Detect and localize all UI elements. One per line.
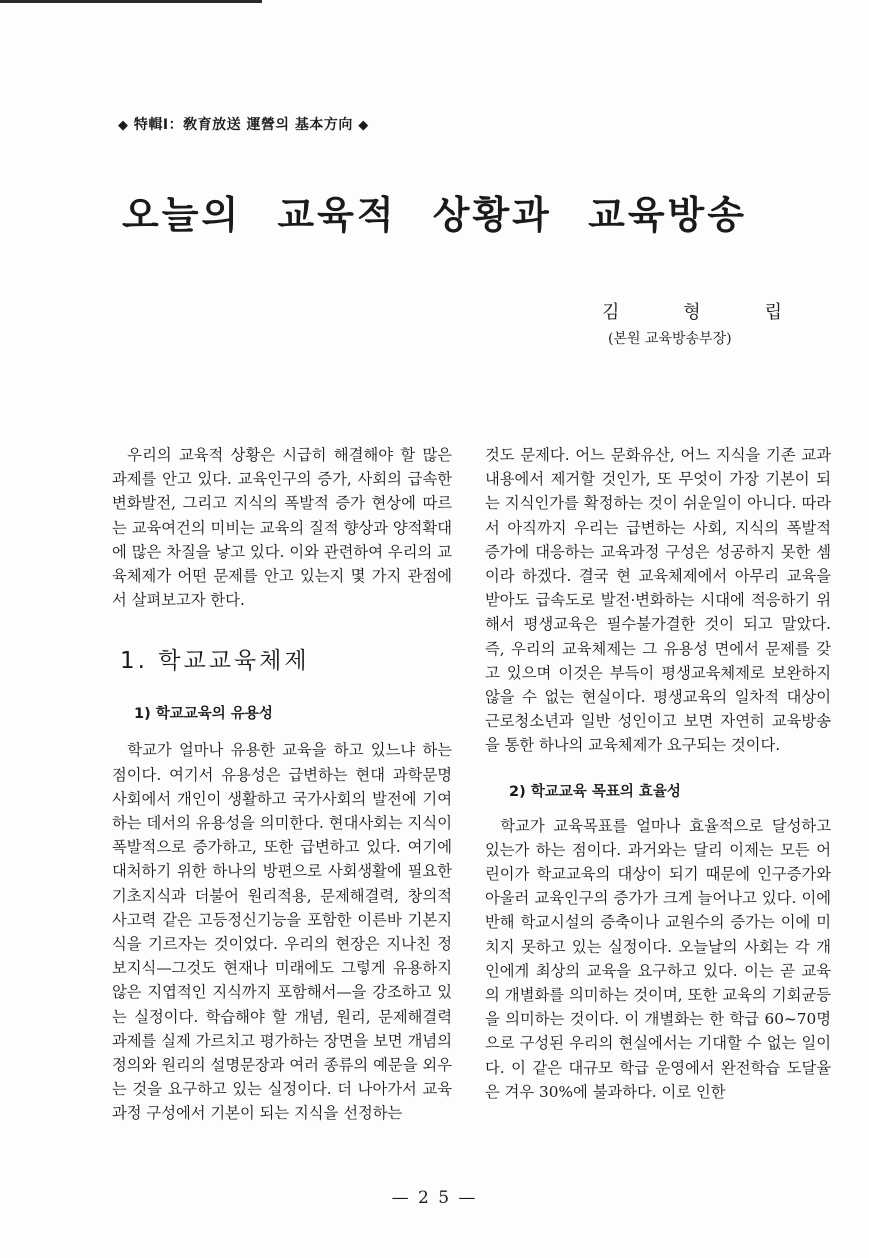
series-header bbox=[118, 114, 758, 134]
diamond-right-icon: ◆ bbox=[358, 118, 369, 133]
section-heading: 1. 학교교육체제 bbox=[120, 648, 310, 675]
author-char: 김 bbox=[602, 302, 620, 323]
author-char: 형 bbox=[683, 302, 701, 323]
subsection-heading: 1) 학교교육의 유용성 bbox=[134, 706, 273, 723]
intro-paragraph: 우리의 교육적 상황은 시급히 해결해야 할 많은 과제를 안고 있다. 교육인구의 증가, 사회의 급속한 변화발전, 그리고 지식의 폭발적 증가 현상에 따르는 교육여건의 미비는 교육의 질적 향상과 양적확대에 많은 차질을 낳고 있다. 이와 관련하여 우리의 교육체제가 어떤 문제를 안고 있는지 몇 가지 관점에서 살펴보고자 한다. bbox=[112, 446, 452, 610]
left-column bbox=[112, 443, 452, 1126]
right-column bbox=[485, 443, 831, 1104]
diamond-left-icon: ◆ bbox=[118, 118, 129, 133]
top-rule bbox=[0, 0, 262, 3]
subsection-heading: 2) 학교교육 목표의 효율성 bbox=[509, 783, 681, 800]
page-number: — 2 5 — bbox=[391, 1188, 478, 1208]
author-char: 립 bbox=[764, 302, 782, 323]
author-affiliation: (본원 교육방송부장) bbox=[608, 331, 732, 347]
body-paragraph: 학교가 얼마나 유용한 교육을 하고 있느냐 하는 점이다. 여기서 유용성은 급변하는 현대 과학문명 사회에서 개인이 생활하고 국가사회의 발전에 기여하는 데서의 유용성을 의미한다. 현대사회는 지식이 폭발적으로 증가하고, 또한 급변하고 있다. 여기에 대처하기 위한 하나의 방편으로 사회생활에 필요한 기초지식과 더불어 원리적용, 문제해결력, 창의적 사고력 같은 고등정신기능을 포함한 이른바 기본지식을 기르자는 것이었다. 우리의 현장은 지나친 정보지식—그것도 현재나 미래에도 그렇게 유용하지 않은 지엽적인 지식까지 포함해서—을 강조하고 있는 실정이다. 학습해야 할 개념, 원리, 문제해결력 과제를 실제 가르치고 평가하는 장면을 보면 개념의 정의와 원리의 설명문장과 여러 종류의 예문을 외우는 것을 요구하고 있는 실정이다. 더 나아가서 교육과정 구성에서 기본이 되는 지식을 선정하는 bbox=[112, 741, 452, 1123]
article-title: 오늘의 교육적 상황과 교육방송 bbox=[122, 193, 747, 237]
series-label: 特輯Ⅰ：敎育放送 運營의 基本方向 bbox=[133, 117, 353, 133]
body-paragraph: 것도 문제다. 어느 문화유산, 어느 지식을 기존 교과내용에서 제거할 것인가, 또 무엇이 가장 기본이 되는 지식인가를 확정하는 것이 쉬운일이 아니다. 따라서 아직까지 우리는 급변하는 사회, 지식의 폭발적 증가에 대응하는 교육과정 구성은 성공하지 못한 셈이라 하겠다. 결국 현 교육체제에서 아무리 교육을 받아도 급속도로 발전·변화하는 시대에 적응하기 위해서 평생교육은 필수불가결한 것이 되고 말았다. 즉, 우리의 교육체제는 그 유용성 면에서 문제를 갖고 있으며 이것은 부득이 평생교육체제로 보완하지 않을 수 없는 현실이다. 평생교육의 일차적 대상이 근로청소년과 일반 성인이고 보면 자연히 교육방송을 통한 하나의 교육체제가 요구되는 것이다. bbox=[485, 446, 831, 755]
author-name bbox=[602, 298, 782, 324]
body-paragraph: 학교가 교육목표를 얼마나 효율적으로 달성하고 있는가 하는 점이다. 과거와는 달리 이제는 모든 어린이가 학교교육의 대상이 되기 때문에 인구증가와 아울러 교육인구의 증가가 크게 늘어나고 있다. 이에 반해 학교시설의 증축이나 교원수의 증가는 이에 미치지 못하고 있는 실정이다. 오늘날의 사회는 각 개인에게 최상의 교육을 요구하고 있다. 이는 곧 교육의 개별화를 의미하는 것이며, 또한 교육의 기회균등을 의미하는 것이다. 이 개별화는 한 학급 60~70명으로 구성된 우리의 현실에서는 기대할 수 없는 일이다. 이 같은 대규모 학급 운영에서 완전학습 도달율은 겨우 30%에 불과하다. 이로 인한 bbox=[485, 816, 831, 1101]
